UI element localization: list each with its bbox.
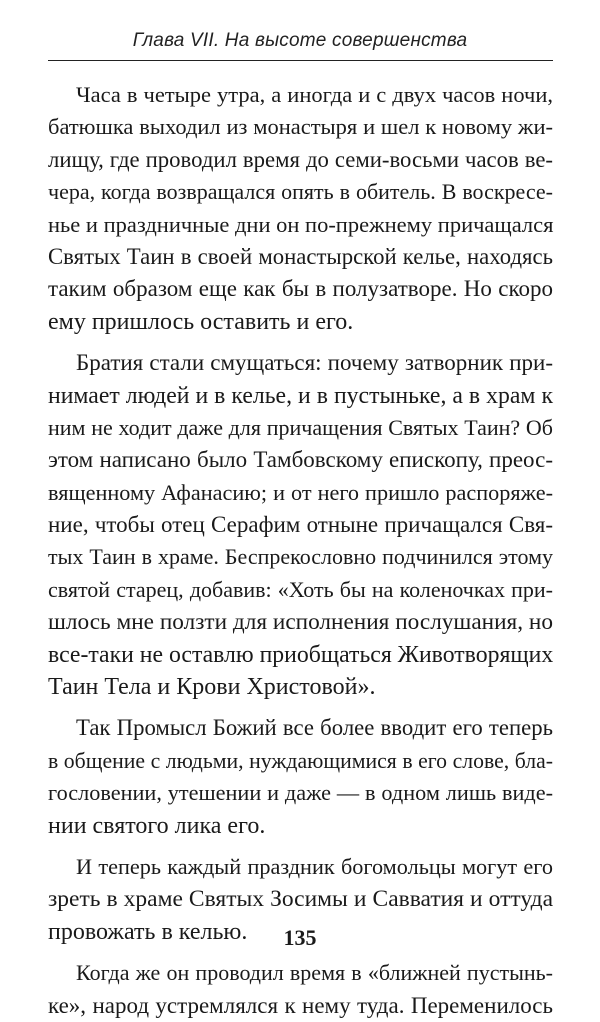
text-line: в общение с людьми, нуждающимися в его слове, бла- [48, 748, 553, 773]
text-line: Часа в четыре утра, а иногда и с двух часов ночи, [76, 82, 553, 107]
text-line: Братия стали смущаться: почему затворник при- [76, 350, 553, 376]
paragraph [48, 712, 553, 842]
paragraph [48, 347, 553, 703]
page-number: 135 [283, 925, 317, 950]
text-line: ему пришлось оставить и его. [48, 308, 354, 335]
text-line: гословении, утешении и даже — в одном лишь виде- [48, 780, 553, 806]
text-line: Святых Таин в своей монастырской келье, находясь [48, 243, 553, 269]
text-line: Таин Тела и Крови Христовой». [48, 674, 376, 701]
text-line: Когда же он проводил время в «ближней пустынь- [76, 960, 553, 986]
text-line: святой старец, добавив: «Хоть бы на коленочках при- [48, 576, 553, 602]
text-line: тых Таин в храме. Беспрекословно подчинился этому [48, 544, 553, 570]
text-line: этом написано было Тамбовскому епископу, преос- [48, 447, 553, 473]
text-line: нии святого лика его. [48, 812, 266, 839]
text-line: таким образом еще как бы в полузатворе. Но скоро [48, 276, 553, 302]
header-divider [48, 60, 553, 61]
paragraph [48, 79, 553, 338]
page-header [0, 0, 600, 62]
text-line: Так Промысл Божий все более вводит его теперь [76, 715, 553, 741]
text-line: вященному Афанасию; и от него пришло распоряже- [48, 479, 553, 505]
text-line: батюшка выходил из монастыря и шел к новому жи- [48, 114, 553, 140]
text-line: зреть в храме Святых Зосимы и Савватия и оттуда [48, 886, 553, 913]
text-line: лищу, где проводил время до семи-восьми часов ве- [48, 146, 553, 172]
text-line: нимает людей и в келье, и в пустыньке, а в храм к [48, 382, 553, 409]
text-line: нье и праздничные дни он по-прежнему причащался [48, 211, 554, 237]
text-line: ке», народ устремлялся к нему туда. Переменилось [48, 992, 553, 1018]
text-line: ним не ходит даже для причащения Святых Таин? Об [48, 414, 553, 440]
running-head: Глава VII. На высоте совершенства [132, 30, 468, 51]
body-text [48, 79, 553, 1022]
text-line: чера, когда возвращался опять в обитель. В воскресе- [48, 179, 553, 205]
text-line: шлось мне ползти для исполнения послушания, но [48, 609, 553, 636]
paragraph [48, 957, 553, 1022]
text-line: И теперь каждый праздник богомольцы могут его [76, 853, 553, 879]
text-line: ние, чтобы отец Серафим отныне причащался Свя- [48, 512, 553, 538]
text-line: все-таки не оставлю приобщаться Животворящих [48, 641, 554, 668]
text-line: провожать в келью. [48, 918, 248, 945]
